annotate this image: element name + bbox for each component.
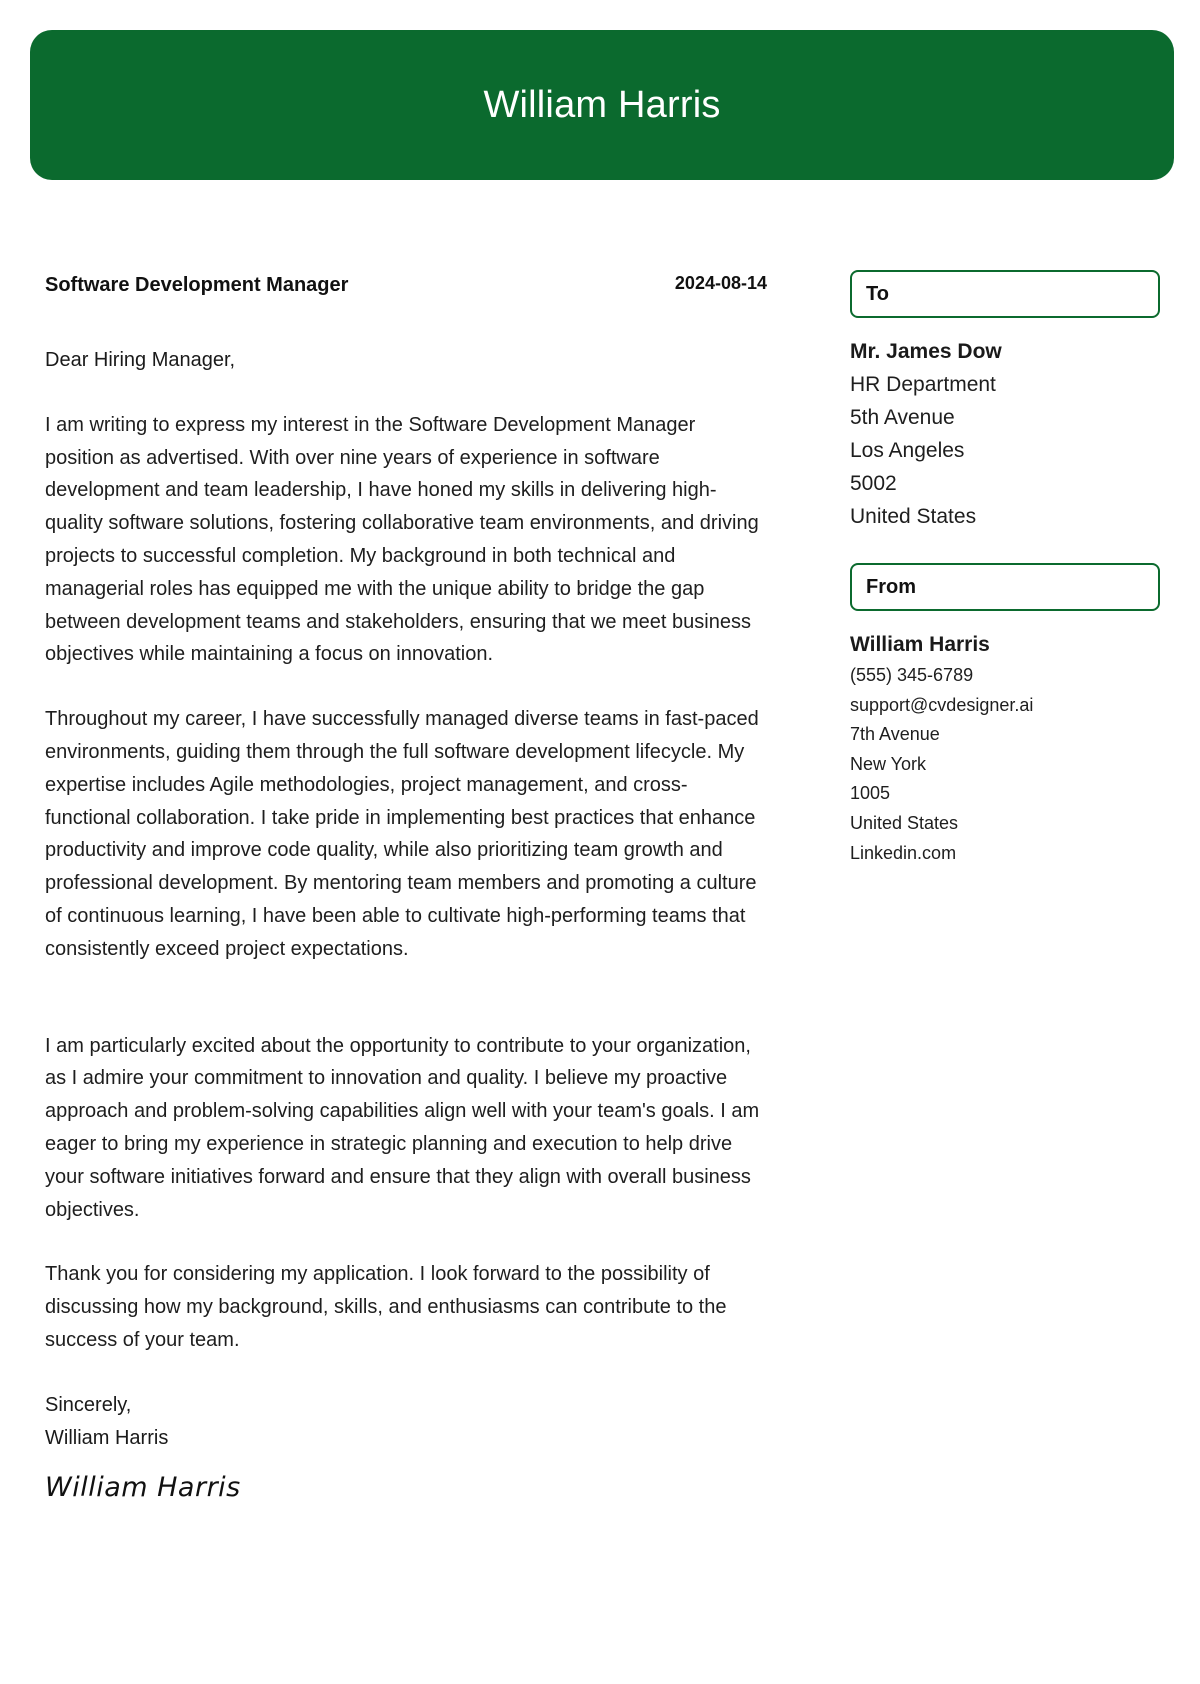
letter-body bbox=[45, 262, 767, 1503]
address-sidebar bbox=[850, 270, 1160, 868]
recipient-zip: 5002 bbox=[850, 472, 897, 495]
signature: William Harris bbox=[45, 1472, 241, 1504]
applicant-name-heading: William Harris bbox=[483, 83, 721, 126]
recipient-country: United States bbox=[850, 505, 977, 528]
sender-zip: 1005 bbox=[850, 783, 891, 804]
recipient-block bbox=[850, 336, 1160, 533]
sender-email: support@cvdesigner.ai bbox=[850, 694, 1034, 715]
header-banner bbox=[30, 30, 1174, 180]
job-title: Software Development Manager bbox=[45, 274, 349, 296]
sender-phone: (555) 345-6789 bbox=[850, 665, 974, 685]
sender-name: William Harris bbox=[850, 633, 990, 656]
recipient-name: Mr. James Dow bbox=[850, 340, 1002, 363]
closing-name: William Harris bbox=[45, 1426, 169, 1449]
sender-block bbox=[850, 629, 1160, 868]
recipient-city: Los Angeles bbox=[850, 439, 965, 462]
closing-block bbox=[45, 1389, 767, 1455]
from-label-box: From bbox=[850, 563, 1160, 611]
recipient-department: HR Department bbox=[850, 373, 996, 396]
recipient-street: 5th Avenue bbox=[850, 406, 955, 429]
letter-date: 2024-08-14 bbox=[674, 273, 767, 293]
paragraph-intro: I am writing to express my interest in the Software Development Manager position as advertised. With over nine years of experience in software development and team leadership, I have honed my skills in delivering high-quality software solutions, fostering collaborative team environments, and driving projects to successful completion. My background in both technical and managerial roles has equipped me with the unique ability to bridge the gap between development teams and stakeholders, ensuring that we meet business objectives while maintaining a focus on innovation. bbox=[45, 413, 759, 666]
sender-country: United States bbox=[850, 812, 959, 833]
sender-street: 7th Avenue bbox=[850, 724, 940, 745]
letter-meta-row bbox=[45, 262, 767, 302]
greeting: Dear Hiring Manager, bbox=[45, 349, 236, 371]
sender-city: New York bbox=[850, 753, 927, 774]
closing-salutation: Sincerely, bbox=[45, 1393, 132, 1416]
to-label-box: To bbox=[850, 270, 1160, 318]
paragraph-experience: Throughout my career, I have successfully managed diverse teams in fast-paced environments, guiding them through the full software development lifecycle. My expertise includes Agile methodologies, project management, and cross-functional collaboration. I take pride in implementing best practices that enhance productivity and improve code quality, while also prioritizing team growth and professional development. By mentoring team members and promoting a culture of continuous learning, I have been able to cultivate high-performing teams that consistently exceed project expectations. bbox=[45, 708, 759, 960]
paragraph-thanks: Thank you for considering my application. I look forward to the possibility of discussing how my background, skills, and enthusiasms can contribute to the success of your team. bbox=[45, 1263, 727, 1351]
sender-website: Linkedin.com bbox=[850, 842, 957, 863]
paragraph-motivation: I am particularly excited about the opportunity to contribute to your organization, as I admire your commitment to innovation and quality. I believe my proactive approach and problem-solving capabilities align well with your team's goals. I am eager to bring my experience in strategic planning and execution to help drive your software initiatives forward and ensure that they align with overall business objectives. bbox=[45, 1034, 760, 1221]
